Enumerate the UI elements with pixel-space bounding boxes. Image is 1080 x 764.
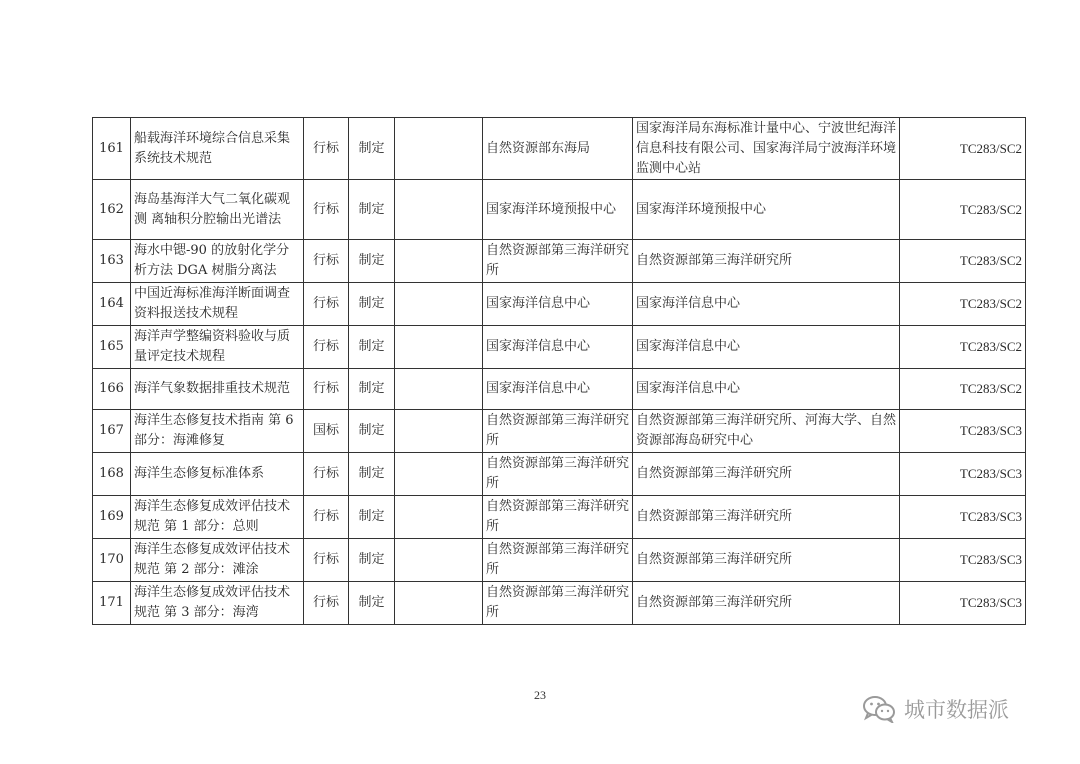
standard-name-cell: 海水中锶-90 的放射化学分析方法 DGA 树脂分离法: [131, 240, 304, 283]
table-row: [93, 582, 1026, 625]
row-number-cell: 170: [93, 539, 131, 582]
standard-name-cell: 海洋声学整编资料验收与质量评定技术规程: [131, 326, 304, 369]
standard-type-cell: 国标: [304, 410, 349, 453]
technical-committee-cell: TC283/SC3: [900, 582, 1026, 625]
responsible-org-cell: 国家海洋信息中心: [483, 326, 633, 369]
replaced-standard-cell: [395, 326, 483, 369]
technical-committee-cell: TC283/SC3: [900, 539, 1026, 582]
row-number-cell: 171: [93, 582, 131, 625]
action-type-cell: 制定: [349, 410, 395, 453]
action-type-cell: 制定: [349, 283, 395, 326]
row-number-cell: 164: [93, 283, 131, 326]
action-type-cell: 制定: [349, 326, 395, 369]
responsible-org-cell: 自然资源部第三海洋研究所: [483, 453, 633, 496]
standard-name-cell: 海洋生态修复成效评估技术规范 第 1 部分：总则: [131, 496, 304, 539]
row-number-cell: 161: [93, 118, 131, 180]
action-type-cell: 制定: [349, 369, 395, 410]
row-number-cell: 162: [93, 180, 131, 240]
standard-type-cell: 行标: [304, 496, 349, 539]
standard-name-cell: 海岛基海洋大气二氧化碳观测 离轴积分腔输出光谱法: [131, 180, 304, 240]
action-type-cell: 制定: [349, 453, 395, 496]
drafting-units-cell: 自然资源部第三海洋研究所: [633, 240, 900, 283]
action-type-cell: 制定: [349, 496, 395, 539]
replaced-standard-cell: [395, 496, 483, 539]
standard-type-cell: 行标: [304, 180, 349, 240]
technical-committee-cell: TC283/SC2: [900, 326, 1026, 369]
table-body: [93, 118, 1026, 625]
table-row: [93, 453, 1026, 496]
standard-type-cell: 行标: [304, 283, 349, 326]
replaced-standard-cell: [395, 410, 483, 453]
responsible-org-cell: 自然资源部第三海洋研究所: [483, 240, 633, 283]
responsible-org-cell: 自然资源部第三海洋研究所: [483, 410, 633, 453]
wechat-icon: [862, 695, 896, 723]
row-number-cell: 163: [93, 240, 131, 283]
replaced-standard-cell: [395, 118, 483, 180]
drafting-units-cell: 国家海洋局东海标准计量中心、宁波世纪海洋信息科技有限公司、国家海洋局宁波海洋环境监测中心站: [633, 118, 900, 180]
responsible-org-cell: 国家海洋环境预报中心: [483, 180, 633, 240]
standard-type-cell: 行标: [304, 326, 349, 369]
row-number-cell: 165: [93, 326, 131, 369]
replaced-standard-cell: [395, 240, 483, 283]
replaced-standard-cell: [395, 539, 483, 582]
replaced-standard-cell: [395, 582, 483, 625]
responsible-org-cell: 自然资源部第三海洋研究所: [483, 582, 633, 625]
drafting-units-cell: 自然资源部第三海洋研究所: [633, 539, 900, 582]
replaced-standard-cell: [395, 180, 483, 240]
table-row: [93, 118, 1026, 180]
standard-type-cell: 行标: [304, 453, 349, 496]
technical-committee-cell: TC283/SC2: [900, 283, 1026, 326]
technical-committee-cell: TC283/SC3: [900, 496, 1026, 539]
standard-name-cell: 海洋气象数据排重技术规范: [131, 369, 304, 410]
replaced-standard-cell: [395, 453, 483, 496]
standard-type-cell: 行标: [304, 539, 349, 582]
replaced-standard-cell: [395, 369, 483, 410]
page-number: 23: [534, 688, 546, 702]
row-number-cell: 169: [93, 496, 131, 539]
drafting-units-cell: 自然资源部第三海洋研究所: [633, 582, 900, 625]
drafting-units-cell: 自然资源部第三海洋研究所、河海大学、自然资源部海岛研究中心: [633, 410, 900, 453]
technical-committee-cell: TC283/SC2: [900, 369, 1026, 410]
table-row: [93, 326, 1026, 369]
replaced-standard-cell: [395, 283, 483, 326]
technical-committee-cell: TC283/SC3: [900, 453, 1026, 496]
drafting-units-cell: 国家海洋环境预报中心: [633, 180, 900, 240]
table-row: [93, 369, 1026, 410]
responsible-org-cell: 自然资源部第三海洋研究所: [483, 539, 633, 582]
row-number-cell: 166: [93, 369, 131, 410]
table-row: [93, 283, 1026, 326]
action-type-cell: 制定: [349, 180, 395, 240]
drafting-units-cell: 国家海洋信息中心: [633, 326, 900, 369]
responsible-org-cell: 自然资源部东海局: [483, 118, 633, 180]
table-row: [93, 496, 1026, 539]
drafting-units-cell: 国家海洋信息中心: [633, 369, 900, 410]
drafting-units-cell: 自然资源部第三海洋研究所: [633, 453, 900, 496]
table-row: [93, 180, 1026, 240]
drafting-units-cell: 自然资源部第三海洋研究所: [633, 496, 900, 539]
action-type-cell: 制定: [349, 118, 395, 180]
standard-name-cell: 船载海洋环境综合信息采集系统技术规范: [131, 118, 304, 180]
action-type-cell: 制定: [349, 582, 395, 625]
row-number-cell: 168: [93, 453, 131, 496]
watermark: [862, 694, 1009, 724]
technical-committee-cell: TC283/SC2: [900, 240, 1026, 283]
technical-committee-cell: TC283/SC2: [900, 180, 1026, 240]
technical-committee-cell: TC283/SC3: [900, 410, 1026, 453]
responsible-org-cell: 自然资源部第三海洋研究所: [483, 496, 633, 539]
standard-name-cell: 海洋生态修复技术指南 第 6 部分：海滩修复: [131, 410, 304, 453]
table-row: [93, 240, 1026, 283]
standard-type-cell: 行标: [304, 582, 349, 625]
drafting-units-cell: 国家海洋信息中心: [633, 283, 900, 326]
responsible-org-cell: 国家海洋信息中心: [483, 369, 633, 410]
watermark-text: 城市数据派: [904, 698, 1009, 722]
technical-committee-cell: TC283/SC2: [900, 118, 1026, 180]
standard-name-cell: 海洋生态修复成效评估技术规范 第 3 部分：海湾: [131, 582, 304, 625]
action-type-cell: 制定: [349, 240, 395, 283]
standard-name-cell: 海洋生态修复成效评估技术规范 第 2 部分：滩涂: [131, 539, 304, 582]
standard-type-cell: 行标: [304, 369, 349, 410]
table-row: [93, 410, 1026, 453]
standards-table: [92, 117, 1026, 625]
table-row: [93, 539, 1026, 582]
responsible-org-cell: 国家海洋信息中心: [483, 283, 633, 326]
standard-name-cell: 中国近海标准海洋断面调查资料报送技术规程: [131, 283, 304, 326]
action-type-cell: 制定: [349, 539, 395, 582]
standard-type-cell: 行标: [304, 240, 349, 283]
standard-name-cell: 海洋生态修复标准体系: [131, 453, 304, 496]
standard-type-cell: 行标: [304, 118, 349, 180]
row-number-cell: 167: [93, 410, 131, 453]
